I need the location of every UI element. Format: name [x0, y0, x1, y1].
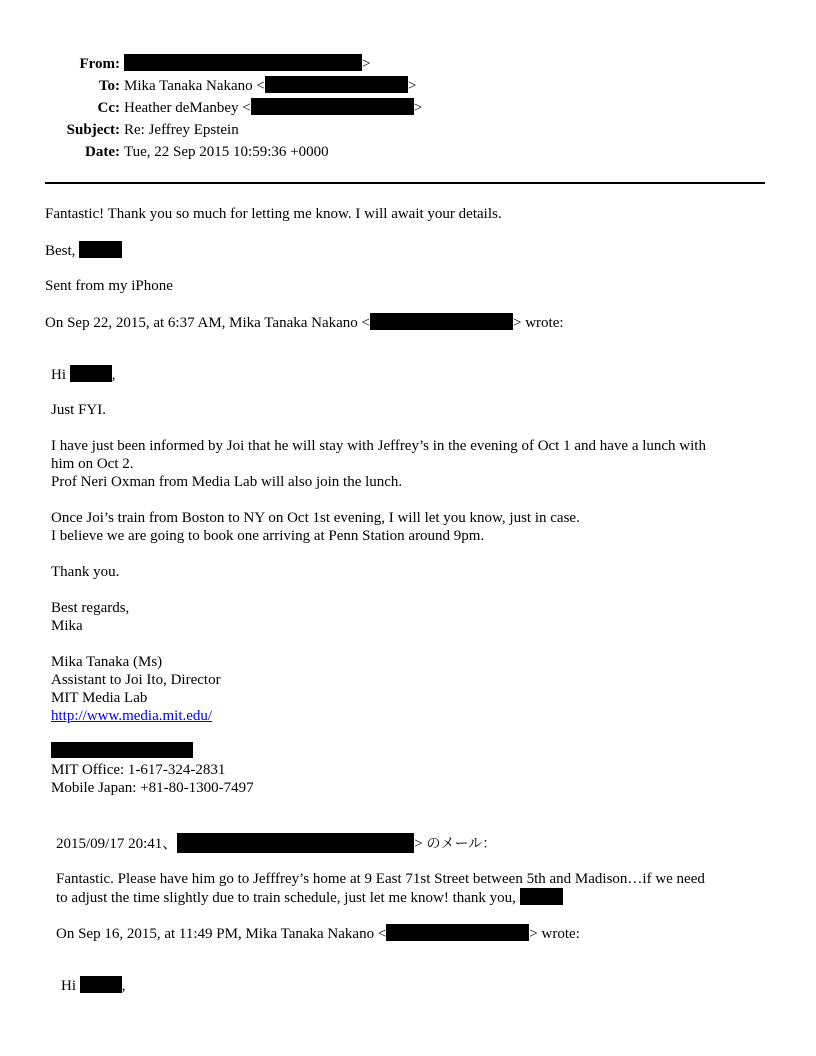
date-value: Tue, 22 Sep 2015 10:59:36 +0000: [124, 144, 329, 160]
paragraph-line: Once Joi’s train from Boston to NY on Oct 1st evening, I will let you know, just in case.: [51, 510, 580, 526]
signature-title: Assistant to Joi Ito, Director: [51, 672, 221, 688]
redaction-block: [79, 241, 122, 258]
jp-mail-label: のメール：: [426, 836, 497, 852]
redaction-block: [251, 98, 414, 115]
from-row: [0, 53, 816, 75]
email-header: [0, 53, 816, 163]
media-lab-link[interactable]: http://www.media.mit.edu/: [51, 708, 213, 724]
signature-redacted: [51, 742, 193, 760]
reply-line: Fantastic! Thank you so much for letting me know. I will await your details.: [45, 206, 502, 222]
sent-from: Sent from my iPhone: [45, 278, 173, 294]
regards-line: Best regards,: [51, 600, 130, 616]
paragraph-line: Fantastic. Please have him go to Jefffrey’s home at 9 East 71st Street between 5th and Madison…if we need: [56, 871, 705, 887]
signature-org: MIT Media Lab: [51, 690, 148, 706]
greeting: [61, 976, 126, 995]
subject-row: [0, 119, 816, 141]
jp-quote-date: 2015/09/17 20:41、: [56, 836, 178, 852]
paragraph-line: I believe we are going to book one arriving at Penn Station around 9pm.: [51, 528, 485, 544]
greeting-text: Hi: [51, 367, 70, 383]
redaction-block: [386, 924, 529, 941]
signoff-text: Best,: [45, 243, 80, 259]
from-tail: >: [362, 56, 371, 72]
cc-label: Cc:: [97, 100, 120, 116]
cc-name: Heather deManbey <: [124, 100, 251, 116]
paragraph-text: to adjust the time slightly due to train schedule, just let me know! thank you,: [56, 890, 520, 906]
header-divider: [45, 182, 765, 184]
sender-name: Mika: [51, 618, 83, 634]
to-row: [0, 75, 816, 97]
paragraph-line: I have just been informed by Joi that he will stay with Jeffrey’s in the evening of Oct 1 and have a lunch with: [51, 438, 706, 454]
redaction-block: [51, 742, 193, 758]
to-label: To:: [98, 78, 120, 94]
quote-header-post: > wrote:: [513, 315, 564, 331]
greeting-text: Hi: [61, 978, 80, 994]
thanks-line: Thank you.: [51, 564, 120, 580]
mobile-phone: Mobile Japan: +81-80-1300-7497: [51, 780, 254, 796]
paragraph-line: [56, 888, 563, 907]
signature-name: Mika Tanaka (Ms): [51, 654, 163, 670]
quote-header-post: > wrote:: [529, 926, 580, 942]
cc-tail: >: [413, 100, 423, 116]
to-name: Mika Tanaka Nakano <: [124, 78, 265, 94]
quote-header: [56, 924, 580, 943]
date-row: [0, 141, 816, 163]
quote-header-pre: On Sep 22, 2015, at 6:37 AM, Mika Tanaka Nakano <: [45, 315, 371, 331]
signature-link[interactable]: [51, 707, 212, 725]
office-phone: MIT Office: 1-617-324-2831: [51, 762, 226, 778]
paragraph-line: him on Oct 2.: [51, 456, 134, 472]
fyi-line: Just FYI.: [51, 402, 107, 418]
paragraph-line: Prof Neri Oxman from Media Lab will also join the lunch.: [51, 474, 403, 490]
cc-row: [0, 97, 816, 119]
redaction-block: [80, 976, 122, 993]
subject-label: Subject:: [66, 122, 120, 138]
subject-value: Re: Jeffrey Epstein: [124, 122, 239, 138]
jp-quote-tail: >: [414, 836, 427, 852]
to-tail: >: [407, 78, 417, 94]
redaction-block: [265, 76, 408, 93]
greeting-tail: ,: [111, 367, 116, 383]
greeting: [51, 365, 116, 384]
redaction-block: [124, 54, 362, 71]
quote-header-pre: On Sep 16, 2015, at 11:49 PM, Mika Tanaka Nakano <: [56, 926, 387, 942]
date-label: Date:: [85, 144, 120, 160]
redaction-block: [520, 888, 563, 905]
jp-quote-header: [56, 833, 496, 853]
quote-header: [45, 313, 564, 332]
redaction-block: [177, 833, 414, 853]
reply-signoff: [45, 241, 122, 260]
greeting-tail: ,: [121, 978, 126, 994]
from-label: From:: [79, 56, 120, 72]
redaction-block: [70, 365, 112, 382]
redaction-block: [370, 313, 513, 330]
